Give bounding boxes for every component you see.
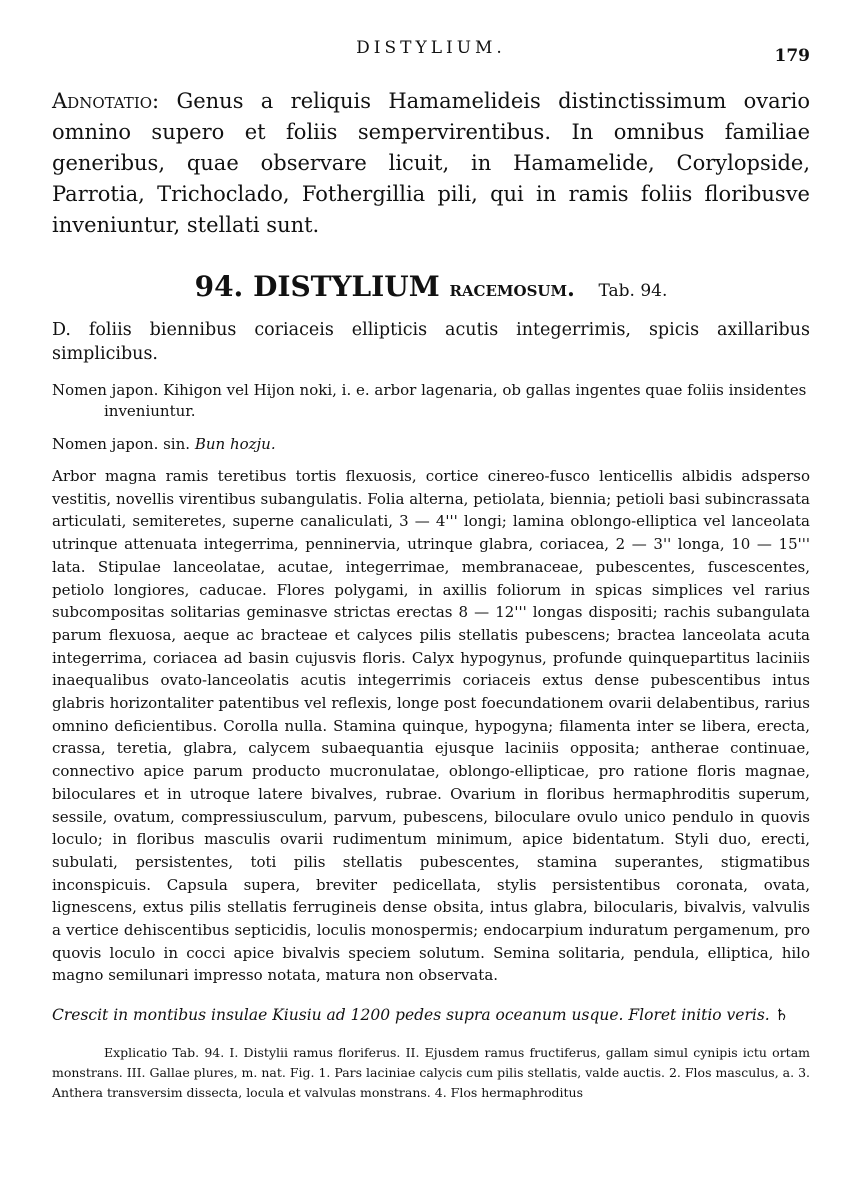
description-text: Arbor magna ramis teretibus tortis flexuosis, cortice cinereo-fusco lenticellis albidis adsperso vestitis, novellis virentibus subangulatis. Folia alterna, petiolata, biennia; petioli basi subincrassata articulati, semiteretes, superne canaliculati, 3 — 4''' longi; lamina oblongo-elliptica vel lanceolata utrinque attenuata integerrima, penninervia, utrinque glabra, coriacea, 2 — 3'' longa, 10 — 15''' lata. Stipulae lanceolatae, acutae, integerrimae, membranaceae, pubescentes, fuscescentes, petiolo longiores, caducae. Flores polygami, in axillis foliorum in spicas simplices vel rarius subcompositas solitarias geminasve strictas erectas 8 — 12''' longas dispositi; rachis subangulata parum flexuosa, aeque ac bracteae et calyces pilis stellatis pubescens; bractea lanceolata acuta integerrima, coriacea ad basin cujusvis floris. Calyx hypogynus, profunde quinquepartitus laciniis inaequalibus ovato-lanceolatis acutis integerrimis coriaceis extus dense pubescentibus intus glabris horizontaliter patentibus vel reflexis, longe post foecundationem ovarii delabentibus, rarius omnino deficientibus. Corolla nulla. Stamina quinque, hypogyna; filamenta inter se libera, erecta, crassa, teretia, glabra, calycem subaequantia ejusque laciniis opposita; antherae continuae, connectivo apice parum producto mucronulatae, oblongo-ellipticae, pro ratione floris magnae, biloculares et in utroque latere bivalves, rubrae. Ovarium in floribus hermaphroditis superum, sessile, ovatum, compressiusculum, parvum, pubescens, biloculare ovulo unico pendulo in quovis loculo; in floribus masculis ovarii rudimentum minimum, apice bidentatum. Styli duo, erecti, subulati, persistentes, toti pilis stellatis pubescentes, stamina superantes, stigmatibus inconspicuis. Capsula supera, breviter pedicellata, stylis persistentibus coronata, ovata, lignescens, extus pilis stellatis ferrugineis dense obsita, intus glabra, bilocularis, bivalvis, valvulis a vertice dehiscentibus septicidis, loculis monospermis; endocarpium induratum pergamenum, pro quovis loculo in cocci apice bivalvis speciem solutum. Semina solitaria, pendula, elliptica, hilo magno semilunari impresso notata, matura non observata.: [52, 467, 810, 985]
name-text: Bun hozju.: [194, 435, 276, 453]
page-number: 179: [774, 46, 810, 66]
name-label: Nomen japon. sin.: [52, 435, 191, 453]
species-heading: [0, 270, 862, 303]
name-row-sinicum: [52, 434, 810, 455]
running-title: DISTYLIUM.: [356, 38, 506, 58]
name-text: Kihigon vel Hijon noki, i. e. arbor lagenaria, ob gallas ingentes quae foliis insidentes inveniuntur.: [104, 381, 807, 420]
habitat-note: Crescit in montibus insulae Kiusiu ad 1200 pedes supra oceanum usque. Floret initio veris. ♄: [52, 1006, 789, 1024]
genus-name: DISTYLIUM: [253, 270, 440, 303]
plate-explanation-text: Explicatio Tab. 94. I. Distylii ramus floriferus. II. Ejusdem ramus fructiferus, gallam simul cynipis ictu ortam monstrans. III. Gallae plures, m. nat. Fig. 1. Pars laciniae calycis cum pilis stellatis, valde auctis. 2. Flos masculus, a. 3. Anthera transversim dissecta, locula et valvulas monstrans. 4. Flos hermaphroditus: [52, 1045, 810, 1100]
adnotatio-paragraph: [52, 86, 810, 241]
plate-reference: Tab. 94.: [598, 281, 668, 301]
vernacular-names: [52, 380, 810, 467]
plate-explanation: [52, 1043, 810, 1103]
description-paragraph: [52, 465, 810, 987]
species-epithet: racemosum.: [449, 276, 575, 302]
name-row-japonicum: [52, 380, 810, 422]
adnotatio-text: : Genus a reliquis Hamamelideis distinctissimum ovario omnino supero et foliis sempervirentibus. In omnibus familiae generibus, quae observare licuit, in Hamamelide, Corylopside, Parrotia, Trichoclado, Fothergillia pili, qui in ramis foliis floribusve inveniuntur, stellati sunt.: [52, 89, 810, 237]
diagnosis: D. foliis biennibus coriaceis ellipticis acutis integerrimis, spicis axillaribus simplicibus.: [52, 320, 810, 364]
name-label: Nomen japon.: [52, 381, 159, 399]
adnotatio-label: Adnotatio: [52, 89, 153, 113]
species-number: 94.: [194, 270, 244, 303]
